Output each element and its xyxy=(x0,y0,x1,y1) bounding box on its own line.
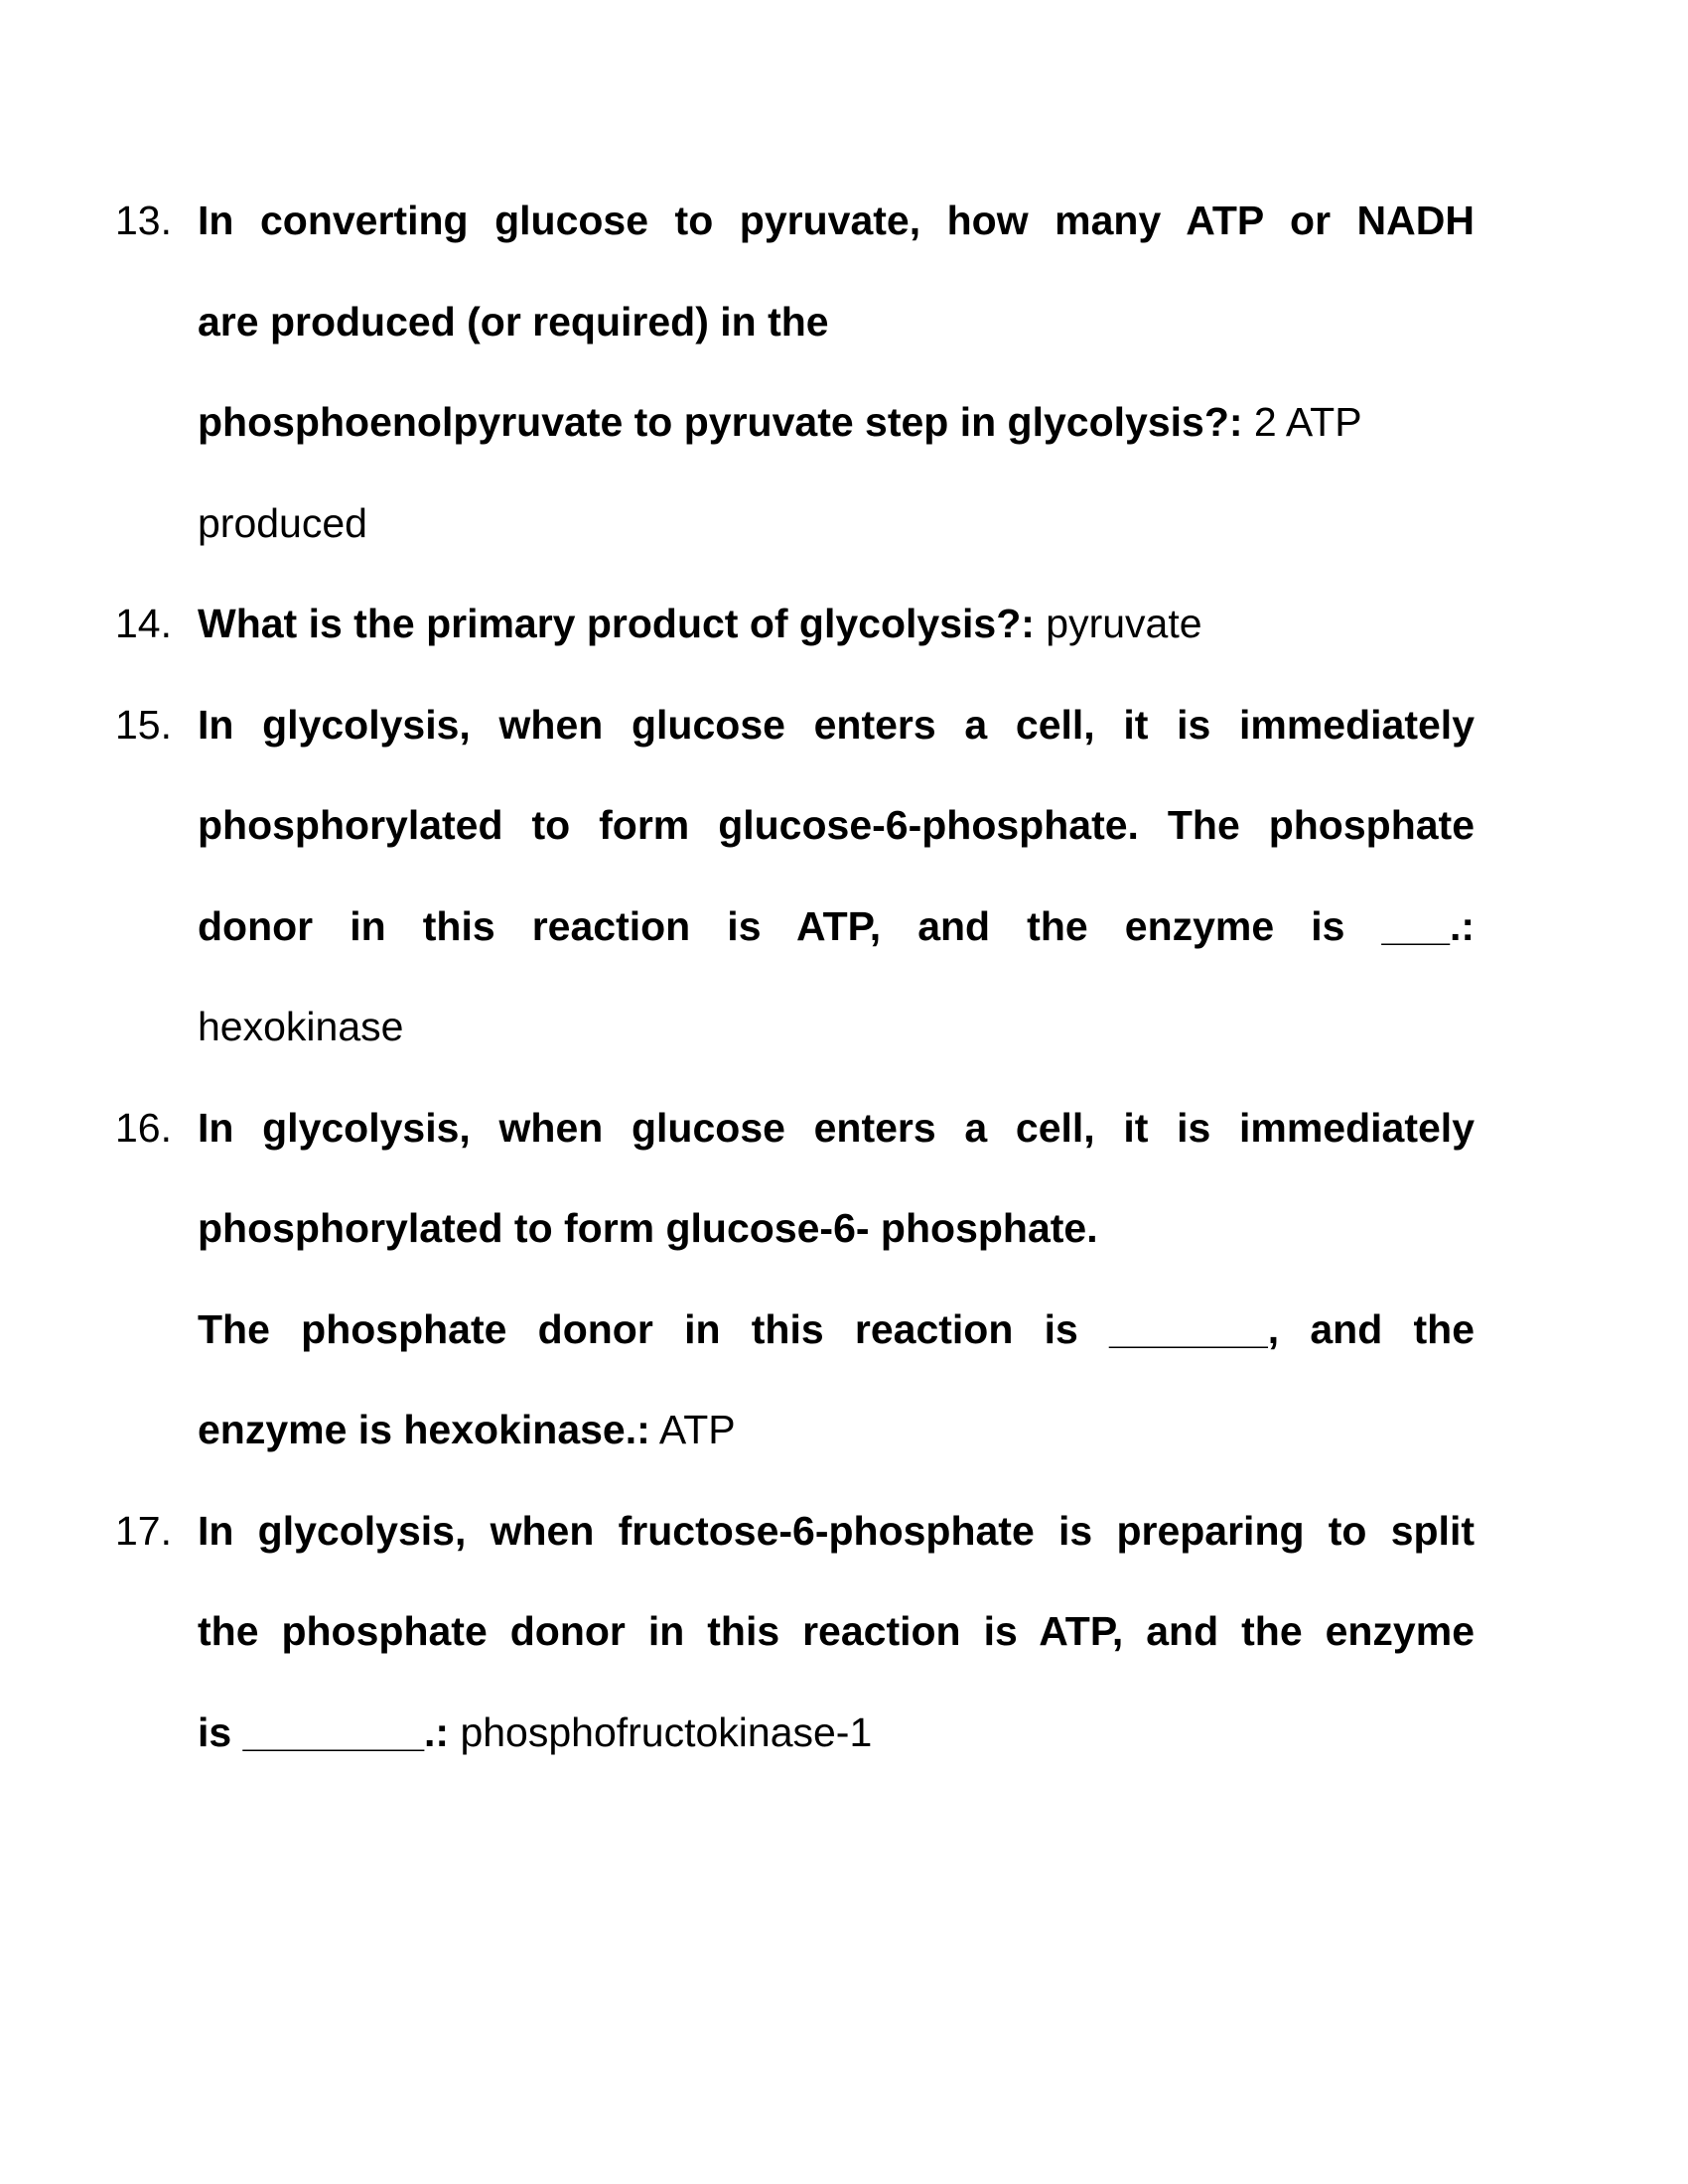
answer-text: ATP xyxy=(649,1407,736,1452)
question-line xyxy=(198,901,1475,951)
question-text: In glycolysis, when fructose-6-phosphate is preparing to split xyxy=(198,1507,1475,1554)
question-number: 14. xyxy=(115,601,172,646)
question-line xyxy=(198,1506,1475,1556)
question-line xyxy=(198,397,1475,447)
answer-text: hexokinase xyxy=(198,1004,404,1049)
question-text: phosphoenolpyruvate to pyruvate step in glycolysis?: xyxy=(198,399,1243,445)
question-line xyxy=(198,196,1475,245)
question-line xyxy=(198,599,1475,648)
question-number: 13. xyxy=(115,198,172,243)
question-line xyxy=(198,1606,1475,1656)
question-number: 15. xyxy=(115,701,172,748)
question-line xyxy=(198,1203,1475,1253)
question-line xyxy=(198,297,1475,346)
question-text: donor in this reaction is ATP, and the enzyme is ___.: xyxy=(198,902,1475,949)
question-line xyxy=(198,700,1475,750)
question-line xyxy=(198,498,1475,548)
question-text: The phosphate donor in this reaction is _______, and the xyxy=(198,1305,1475,1352)
question-text: the phosphate donor in this reaction is ATP, and the enzyme xyxy=(198,1608,1475,1654)
question-line xyxy=(198,800,1475,850)
answer-text: phosphofructokinase-1 xyxy=(449,1708,873,1755)
answer-text: produced xyxy=(198,499,367,546)
question-text: What is the primary product of glycolysis?: xyxy=(198,601,1035,646)
question-line xyxy=(198,1304,1475,1354)
question-text: enzyme is hexokinase.: xyxy=(198,1407,650,1452)
answer-text: pyruvate xyxy=(1034,601,1202,646)
question-line xyxy=(198,1002,1475,1051)
question-text: are produced (or required) in the xyxy=(198,298,829,344)
answer-text: 2 ATP xyxy=(1242,399,1362,445)
question-line xyxy=(198,1103,1475,1153)
question-text: is ________.: xyxy=(198,1708,450,1755)
question-text: phosphorylated to form glucose-6-phosphate. The phosphate xyxy=(198,802,1475,848)
question-text: In converting glucose to pyruvate, how many ATP or NADH xyxy=(198,198,1475,243)
question-text: In glycolysis, when glucose enters a cell, it is immediately xyxy=(198,701,1475,748)
question-line xyxy=(198,1707,1475,1757)
question-number: 16. xyxy=(115,1104,172,1151)
question-text: phosphorylated to form glucose-6- phosphate. xyxy=(198,1205,1098,1251)
question-line xyxy=(198,1405,1475,1454)
question-text: In glycolysis, when glucose enters a cell, it is immediately xyxy=(198,1104,1475,1151)
question-number: 17. xyxy=(115,1507,172,1554)
